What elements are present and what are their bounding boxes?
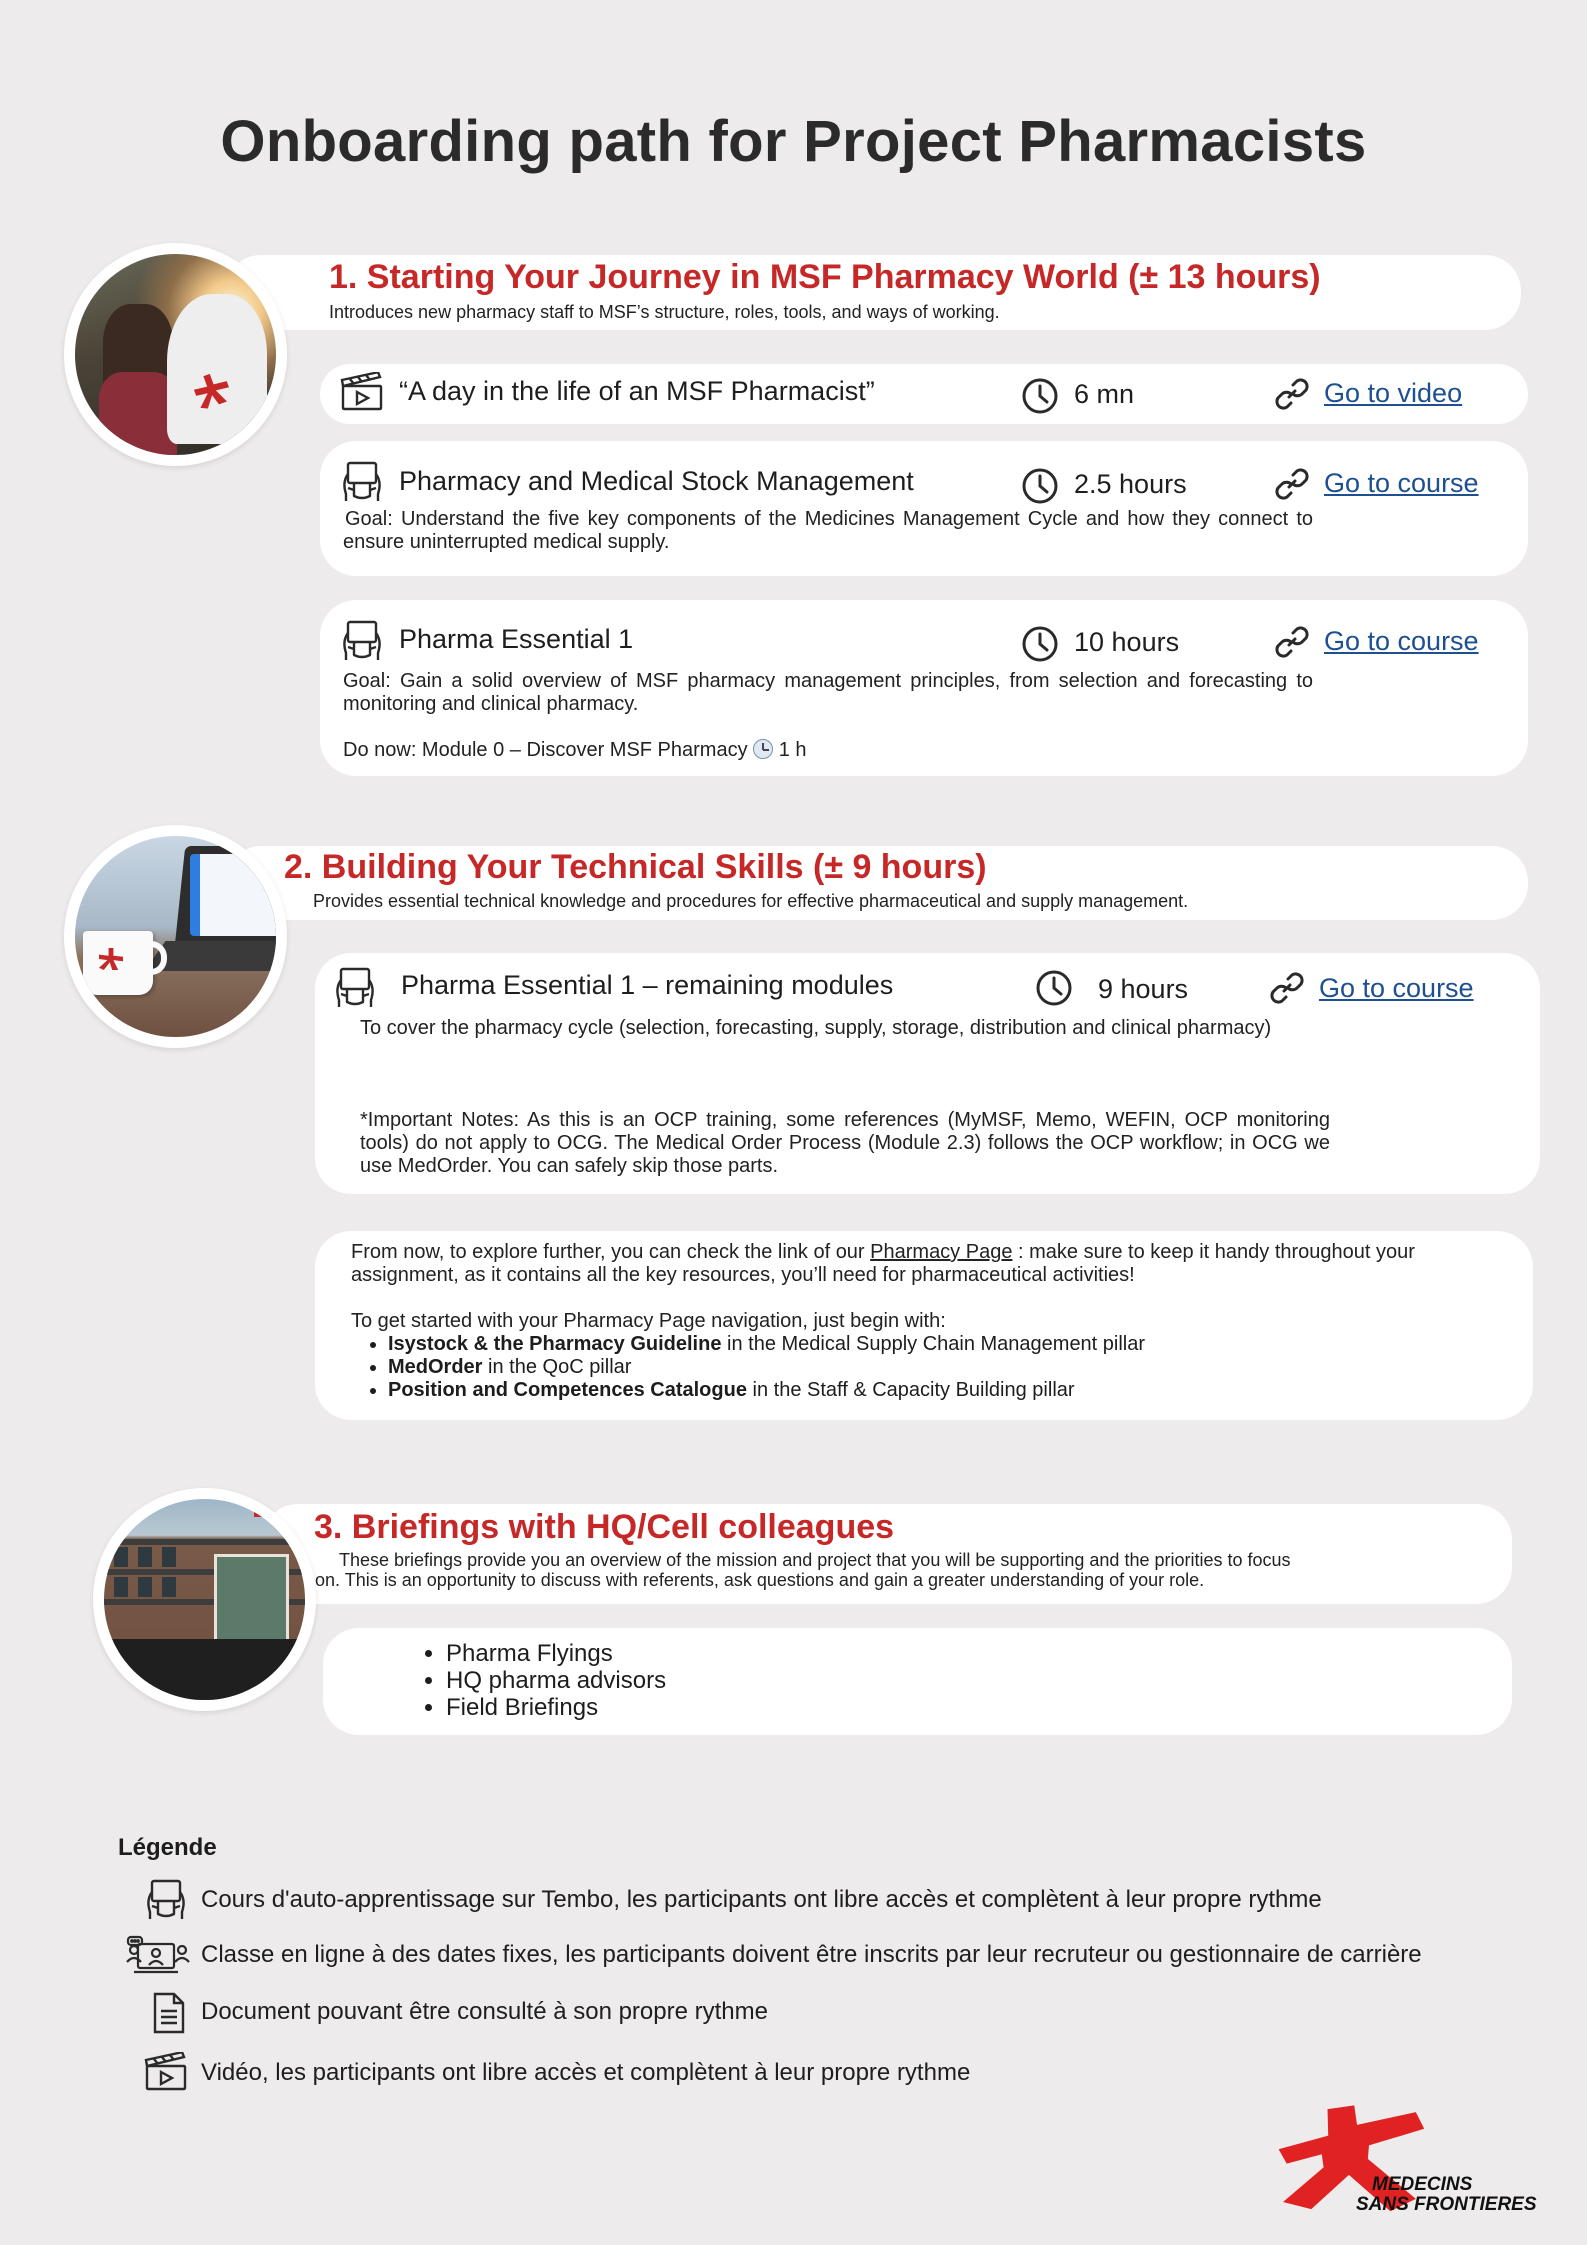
item-description: To cover the pharmacy cycle (selection, forecasting, supply, storage, distribution and clinical pharmacy) — [360, 1017, 1272, 1039]
section3-subtitle-line1: These briefings provide you an overview of the mission and project that you will be supporting and the priorities to focus — [339, 1550, 1291, 1570]
go-to-video-link[interactable]: Go to video — [1324, 378, 1463, 408]
section2-subtitle: Provides essential technical knowledge and procedures for effective pharmaceutical and supply management. — [313, 891, 1189, 911]
item-duration: 6 mn — [1074, 379, 1135, 409]
bullet-rest: in the QoC pillar — [482, 1356, 632, 1378]
clock-icon — [1020, 376, 1060, 416]
section3-title: 3. Briefings with HQ/Cell colleagues — [314, 1508, 895, 1546]
bullet-bold: MedOrder — [388, 1356, 483, 1378]
legend-item-text: Document pouvant être consulté à son propre rythme — [201, 1998, 768, 2025]
section1-title: 1. Starting Your Journey in MSF Pharmacy World (± 13 hours) — [329, 258, 1321, 296]
go-to-course-link[interactable]: Go to course — [1324, 626, 1479, 656]
section3-photo — [93, 1488, 316, 1711]
msf-logo-line2: SANS FRONTIERES — [1356, 2194, 1537, 2215]
do-now-text: Do now: Module 0 – Discover MSF Pharmacy — [343, 739, 748, 761]
link-icon[interactable] — [1272, 622, 1312, 662]
bullet-rest: in the Medical Supply Chain Management pillar — [721, 1333, 1146, 1355]
tembo-course-icon — [340, 619, 384, 663]
bullet-bold: Isystock & the Pharmacy Guideline — [388, 1333, 722, 1355]
online-class-icon — [126, 1934, 190, 1978]
section1-photo — [64, 243, 287, 466]
tembo-course-icon — [144, 1878, 188, 1922]
list-item: • HQ pharma advisors — [446, 1667, 666, 1694]
item-title: “A day in the life of an MSF Pharmacist” — [399, 376, 875, 406]
clock-icon — [1034, 968, 1074, 1008]
list-item — [388, 1379, 1145, 1402]
item-title: Pharma Essential 1 – remaining modules — [401, 970, 894, 1000]
list-item — [388, 1333, 1145, 1356]
legend-title: Légende — [118, 1834, 217, 1861]
list-item — [388, 1356, 1145, 1379]
clock-icon — [1020, 466, 1060, 506]
do-now-note — [343, 739, 807, 762]
msf-logo — [1276, 2100, 1566, 2220]
page-title: Onboarding path for Project Pharmacists — [220, 109, 1367, 174]
do-now-duration: 1 h — [778, 739, 807, 761]
legend-item-text: Classe en ligne à des dates fixes, les participants doivent être inscrits par leur recruteur ou gestionnaire de carrière — [201, 1941, 1422, 1968]
item-title: Pharmacy and Medical Stock Management — [399, 466, 914, 496]
explore-start: To get started with your Pharmacy Page navigation, just begin with: — [351, 1310, 946, 1332]
legend-item-text: Vidéo, les participants ont libre accès et complètent à leur propre rythme — [201, 2059, 971, 2086]
important-note: *Important Notes: As this is an OCP training, some references (MyMSF, Memo, WEFIN, OCP monitoring tools) do not apply to OCG. The Medical Order Process (Module 2.3) follows the OCP workflow; in OCG we use MedOrder. You can safely skip those parts. — [360, 1109, 1330, 1177]
briefings-bullets — [424, 1640, 666, 1721]
tembo-course-icon — [340, 460, 384, 504]
item-duration: 2.5 hours — [1074, 469, 1187, 499]
link-icon[interactable] — [1272, 374, 1312, 414]
item-title: Pharma Essential 1 — [399, 624, 634, 654]
video-clapper-icon — [144, 2052, 188, 2092]
explore-intro-after: : make sure to keep it handy throughout your assignment, as it contains all the key resources, you’ll need for pharmaceutical activities! — [351, 1241, 1415, 1286]
goal-label: Goal: — [343, 670, 391, 692]
goal-label: Goal: — [345, 508, 393, 530]
item-goal — [343, 508, 1313, 554]
item-duration: 10 hours — [1074, 627, 1180, 657]
pharmacy-page-link[interactable]: Pharmacy Page — [870, 1241, 1013, 1263]
explore-intro-before: From now, to explore further, you can check the link of our — [351, 1241, 865, 1263]
link-icon[interactable] — [1272, 464, 1312, 504]
document-icon — [151, 1991, 187, 2035]
item-goal — [343, 670, 1313, 716]
section2-photo — [64, 825, 287, 1048]
list-item: • Field Briefings — [446, 1694, 666, 1721]
explore-intro — [351, 1241, 1466, 1287]
tembo-course-icon — [333, 966, 377, 1010]
msf-logo-line1: MEDECINS — [1372, 2174, 1473, 2195]
bullet-rest: in the Staff & Capacity Building pillar — [746, 1379, 1075, 1401]
section3-subtitle-line2: on. This is an opportunity to discuss with referents, ask questions and gain a greater understanding of your role. — [315, 1570, 1205, 1590]
go-to-course-link[interactable]: Go to course — [1319, 973, 1474, 1003]
go-to-course-link[interactable]: Go to course — [1324, 468, 1479, 498]
clock-emoji-icon — [753, 739, 773, 759]
goal-text: Gain a solid overview of MSF pharmacy management principles, from selection and forecasting to monitoring and clinical pharmacy. — [343, 670, 1313, 715]
list-item: • Pharma Flyings — [446, 1640, 666, 1667]
bullet-bold: Position and Competences Catalogue — [388, 1379, 747, 1401]
section2-title: 2. Building Your Technical Skills (± 9 hours) — [284, 848, 987, 886]
item-duration: 9 hours — [1098, 974, 1189, 1004]
legend-item-text: Cours d'auto-apprentissage sur Tembo, les participants ont libre accès et complètent à leur propre rythme — [201, 1886, 1322, 1913]
explore-bullets — [366, 1333, 1145, 1402]
link-icon[interactable] — [1267, 968, 1307, 1008]
goal-text: Understand the five key components of the Medicines Management Cycle and how they connect to ensure uninterrupted medical supply. — [343, 508, 1313, 553]
video-clapper-icon — [340, 372, 384, 412]
clock-icon — [1020, 624, 1060, 664]
section1-subtitle: Introduces new pharmacy staff to MSF’s structure, roles, tools, and ways of working. — [329, 302, 1000, 322]
